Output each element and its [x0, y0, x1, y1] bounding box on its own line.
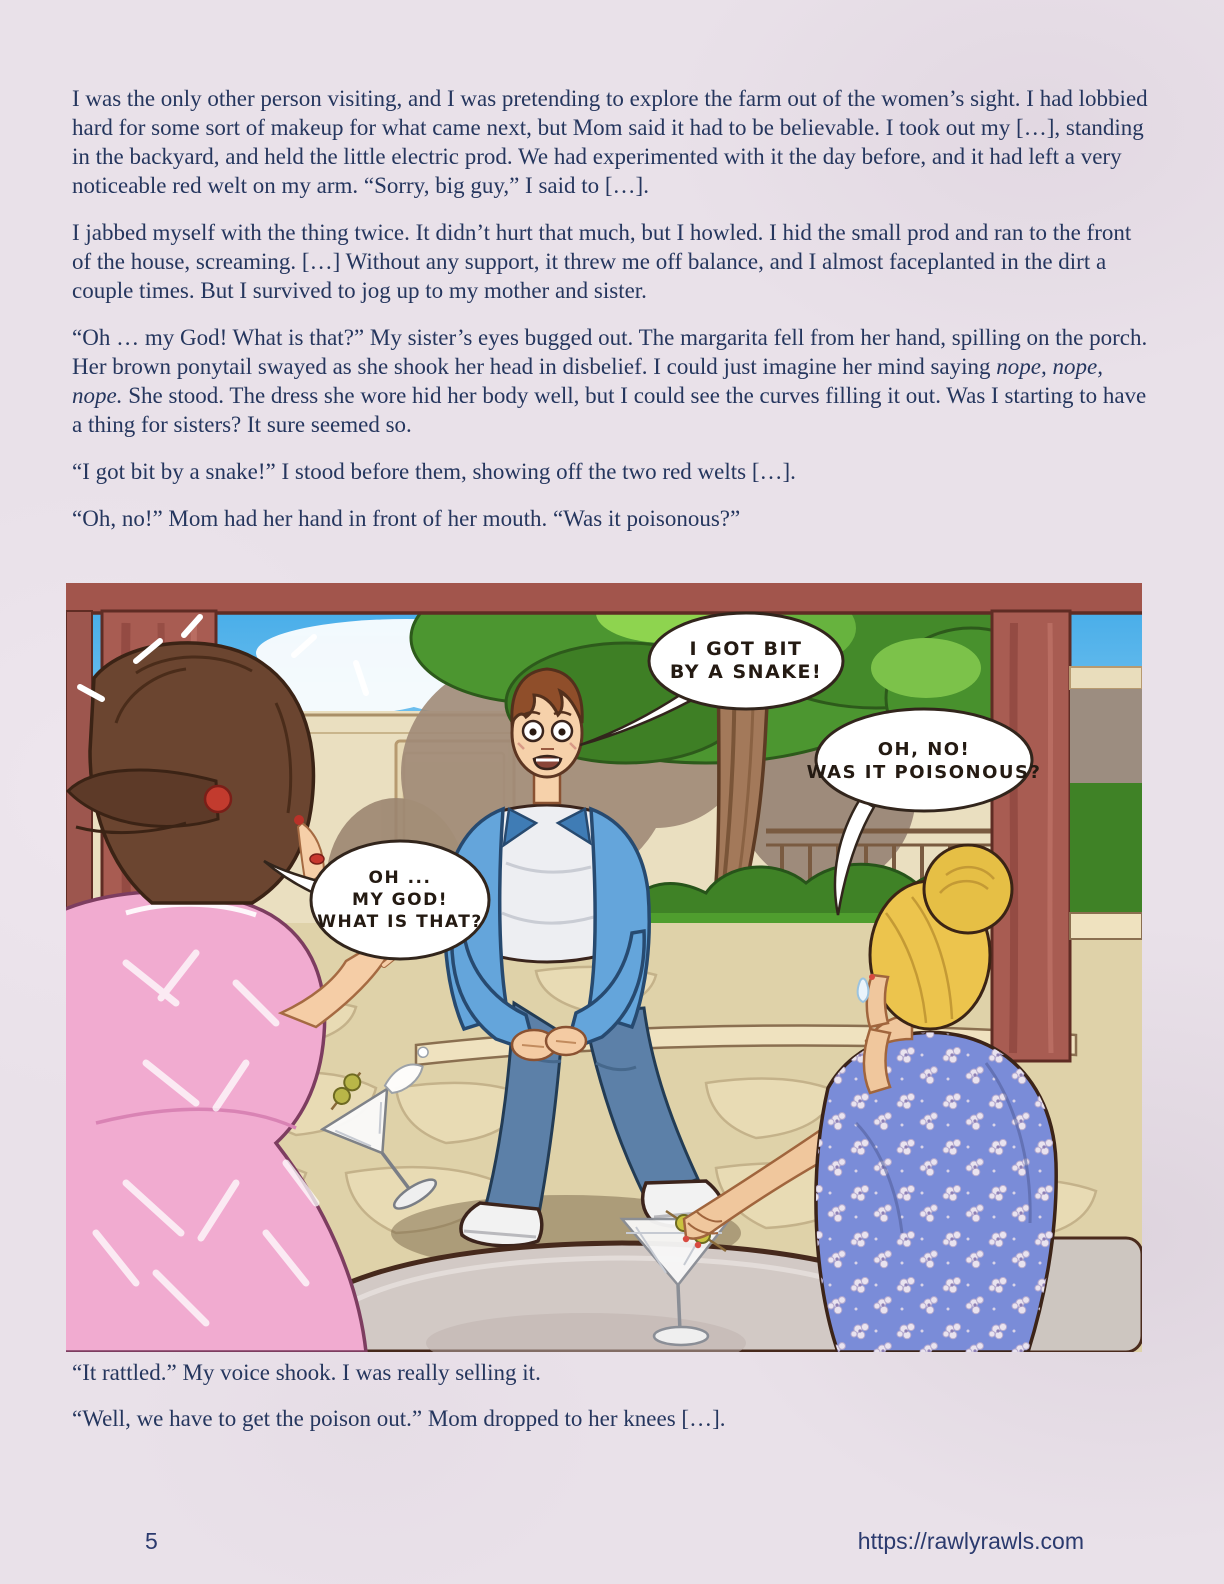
bubble-mom-line2: WAS IT POISONOUS? — [806, 762, 1042, 783]
right-pillar — [992, 611, 1070, 1061]
bubble-sister-line2: MY GOD! — [352, 890, 448, 910]
story-paragraph: “Well, we have to get the poison out.” Mom dropped to her knees […]. — [72, 1406, 726, 1431]
earring — [294, 815, 304, 825]
story-paragraph: “I got bit by a snake!” I stood before them, showing off the two red welts […]. — [72, 459, 796, 484]
bubble-sister-line3: WHAT IS THAT? — [317, 912, 483, 932]
tear-drop — [858, 979, 869, 1003]
porch-beam — [66, 583, 1142, 613]
story-text-top — [72, 84, 1152, 551]
story-paragraph: I jabbed myself with the thing twice. It didn’t hurt that much, but I howled. I hid the small prod and ran to the front of the house, screaming. […] Without any support, it threw me off balance, and I almost faceplanted in the dirt a couple times. But I survived to jog up to my mother and sister. — [72, 220, 1132, 303]
site-url-link[interactable]: https://rawlyrawls.com — [857, 1528, 1084, 1554]
bubble-son-line1: I GOT BIT — [689, 638, 803, 660]
story-text-bottom — [72, 1358, 1152, 1450]
story-paragraph: “It rattled.” My voice shook. I was really selling it. — [72, 1360, 541, 1385]
comic-panel-svg — [66, 583, 1142, 1352]
bubble-son-line2: BY A SNAKE! — [669, 661, 823, 683]
page-footer — [0, 1528, 1224, 1560]
bubble-mom-line1: OH, NO! — [877, 739, 971, 760]
lips — [310, 854, 324, 864]
story-paragraph: “Oh … my God! What is that?” My sister’s eyes bugged out. The margarita fell from her hand, spilling on the porch. Her brown ponytail swayed as she shook her head in disbelief. I could just imagine her mind saying nope, nope, nope. She stood. The dress she wore hid her body well, but I could see the curves filling it out. Was I starting to have a thing for sisters? It sure seemed so. — [72, 325, 1148, 437]
right-view-strip — [1070, 667, 1142, 939]
story-paragraph: I was the only other person visiting, and I was pretending to explore the farm out of the women’s sight. I had lobbied hard for some sort of makeup for what came next, but Mom said it had to be believable. I took out my […], standing in the backyard, and held the little electric prod. We had experimented with it the day before, and it had left a very noticeable red welt on my arm. “Sorry, big guy,” I said to […]. — [72, 86, 1148, 198]
comic-panel-illustration — [66, 583, 1142, 1352]
bubble-sister-line1: OH ... — [368, 868, 432, 888]
page-number: 5 — [145, 1528, 158, 1554]
hair-tie — [205, 786, 231, 812]
story-paragraph: “Oh, no!” Mom had her hand in front of her mouth. “Was it poisonous?” — [72, 506, 741, 531]
